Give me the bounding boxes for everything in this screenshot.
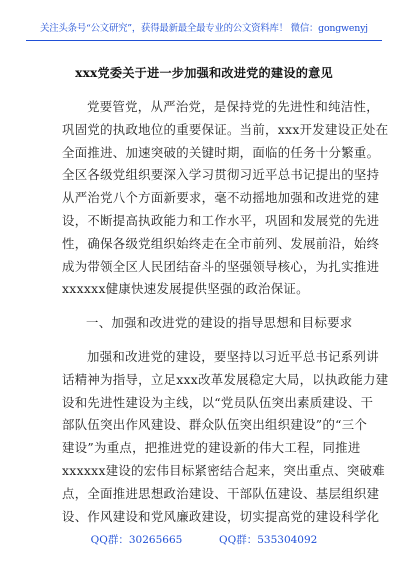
- contact-footer: [0, 532, 408, 547]
- text-line: xxxxxx健康快速发展提供坚强的政治保证。: [62, 281, 309, 297]
- text-line: 成为带领全区人民团结奋斗的坚强领导核心，为扎实推进: [62, 258, 380, 274]
- text-line: 性，确保各级党组织始终走在全市前列、发展前沿，始终: [62, 235, 380, 251]
- document-body: [62, 96, 389, 528]
- text-line: 建设”为重点，把推进党的建设新的伟大工程，同推进: [62, 440, 361, 456]
- text-line: 党要管党，从严治党，是保持党的先进性和纯洁性，: [87, 99, 379, 114]
- section-heading: 一、加强和改进党的建设的指导思想和目标要求: [86, 315, 353, 331]
- text-line: 点，全面推进思想政治建设、干部队伍建设、基层组织建: [62, 485, 380, 501]
- header-divider: [26, 40, 382, 41]
- text-line: 加强和改进党的建设，要坚持以习近平总书记系列讲: [87, 348, 379, 364]
- text-line: 全面推进、加速突破的关键时期，面临的任务十分繁重。: [62, 144, 380, 160]
- qq-group-1: QQ群：30265665: [90, 534, 183, 546]
- document-title: xxx党委关于进一步加强和改进党的建设的意见: [75, 66, 333, 80]
- text-line: 从严治党八个方面新要求，毫不动摇地加强和改进党的建: [62, 190, 380, 206]
- text-line: 部队伍突出作风建设、群众队伍突出组织建设”的“三个: [62, 417, 368, 433]
- text-line: 设和先进性建设为主线，以“党员队伍突出素质建设、干: [62, 394, 374, 410]
- text-line: xxxxxx建设的宏伟目标紧密结合起来，突出重点、突破难: [62, 462, 385, 478]
- qq-group-2: QQ群：535304092: [219, 534, 318, 546]
- text-line: 全区各级党组织要深入学习贯彻习近平总书记提出的坚持: [62, 167, 380, 183]
- text-line: 话精神为指导，立足xxx改革发展稳定大局，以执政能力建: [62, 371, 389, 387]
- text-line: 巩固党的执政地位的重要保证。当前，xxx开发建设正处在: [62, 121, 389, 137]
- promo-header: 关注头条号“公文研究”，获得最新最全最专业的公文资料库！ 微信：gongwenyj: [40, 23, 368, 34]
- text-line: 设、作风建设和党风廉政建设，切实提高党的建设科学化: [62, 508, 380, 524]
- text-line: 设，不断提高执政能力和工作水平，巩固和发展党的先进: [62, 212, 380, 228]
